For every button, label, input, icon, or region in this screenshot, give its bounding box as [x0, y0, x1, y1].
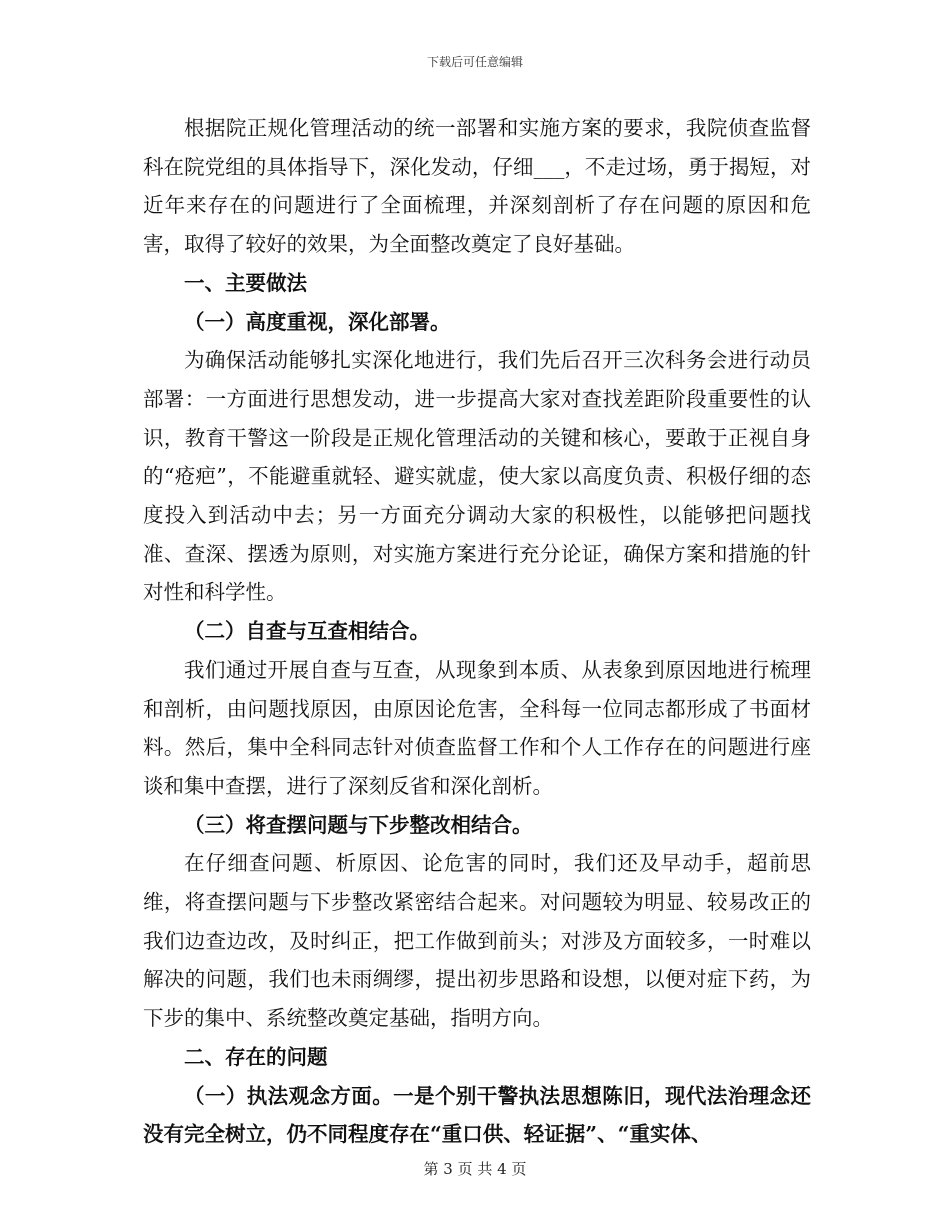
subsection1-1-heading: （一）高度重视，深化部署。	[184, 309, 451, 334]
document-body	[143, 109, 811, 1154]
subsection1-3-heading: （三）将查摆问题与下步整改相结合。	[184, 812, 533, 837]
subsection1-3-paragraph: 在仔细查问题、析原因、论危害的同时，我们还及早动手，超前思维，将查摆问题与下步整改紧密结合起来。对问题较为明显、较易改正的我们边查边改，及时纠正，把工作做到前头；对涉及方面较多，一时难以解决的问题，我们也未雨绸缪，提出初步思路和设想，以便对症下药，为下步的集中、系统整改奠定基础，指明方向。	[143, 851, 811, 1031]
section2-heading: 二、存在的问题	[184, 1044, 328, 1069]
subsection1-1-paragraph: 为确保活动能够扎实深化地进行，我们先后召开三次科务会进行动员部署：一方面进行思想发动，进一步提高大家对查找差距阶段重要性的认识，教育干警这一阶段是正规化管理活动的关键和核心，要敢于正视自身的“疮疤”，不能避重就轻、避实就虚，使大家以高度负责、积极仔细的态度投入到活动中去；另一方面充分调动大家的积极性，以能够把问题找准、查深、摆透为原则，对实施方案进行充分论证，确保方案和措施的针对性和科学性。	[143, 348, 811, 605]
subsection1-2-paragraph: 我们通过开展自查与互查，从现象到本质、从表象到原因地进行梳理和剖析，由问题找原因，由原因论危害，全科每一位同志都形成了书面材料。然后，集中全科同志针对侦查监督工作和个人工作存在的问题进行座谈和集中查摆，进行了深刻反省和深化剖析。	[143, 657, 811, 798]
section1-heading: 一、主要做法	[184, 270, 307, 295]
subsection2-1-paragraph: （一）执法观念方面。一是个别干警执法思想陈旧，现代法治理念还没有完全树立，仍不同程度存在“重口供、轻证据”、“重实体、	[143, 1083, 811, 1147]
intro-paragraph: 根据院正规化管理活动的统一部署和实施方案的要求，我院侦查监督科在院党组的具体指导下，深化发动，仔细___，不走过场，勇于揭短，对近年来存在的问题进行了全面梳理，并深刻剖析了存在问题的原因和危害，取得了较好的效果，为全面整改奠定了良好基础。	[143, 116, 811, 257]
page-header: 下载后可任意编辑	[426, 55, 523, 69]
subsection1-2-heading: （二）自查与互查相结合。	[184, 619, 430, 644]
page-footer: 第 3 页 共 4 页	[423, 1160, 527, 1178]
